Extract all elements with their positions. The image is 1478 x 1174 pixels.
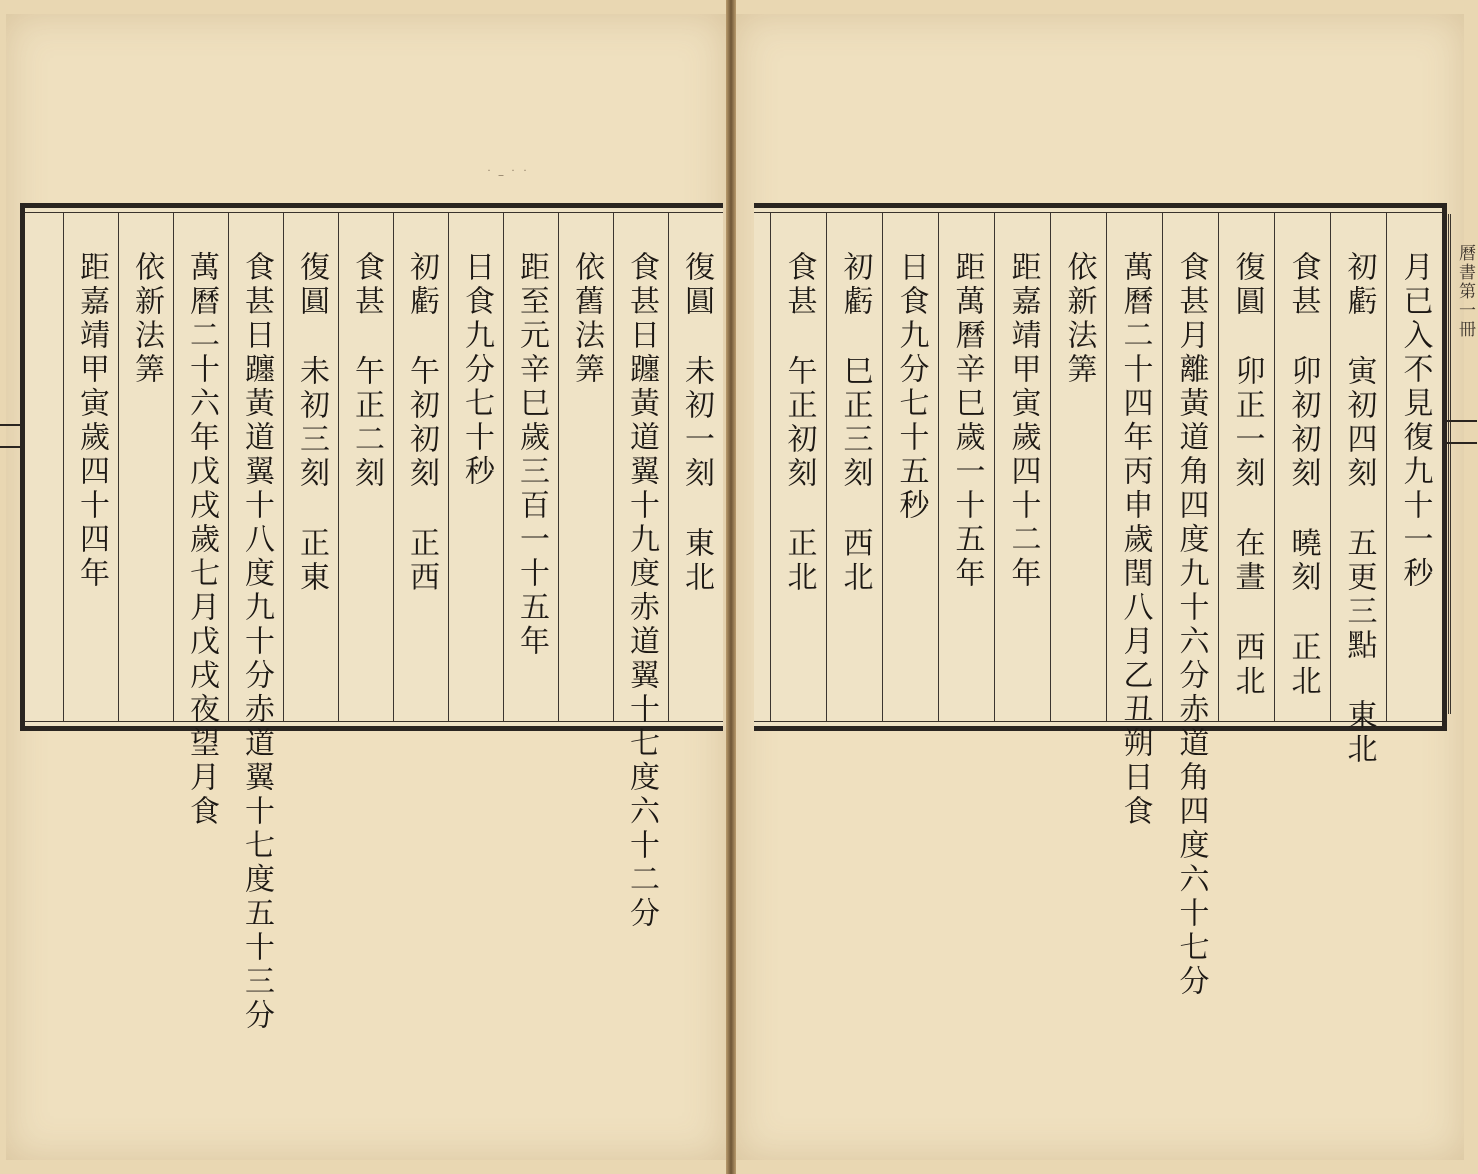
column-segment: 依舊法筭: [569, 251, 604, 387]
column-segment: 依新法筭: [129, 251, 164, 387]
column-segment: 食甚: [349, 251, 384, 319]
column-segment: 復圓: [1229, 251, 1265, 319]
column-text: [1341, 251, 1377, 767]
column-text: [1173, 251, 1209, 999]
text-column: [1218, 213, 1274, 721]
column-segment: 正西: [404, 527, 439, 595]
text-column: [503, 213, 558, 721]
column-segment: 東北: [1341, 699, 1377, 767]
column-text: [459, 251, 494, 489]
column-segment: 西北: [1229, 631, 1265, 699]
column-text: [1397, 251, 1433, 591]
text-column: [938, 213, 994, 721]
column-segment: 復圓: [679, 251, 714, 319]
text-column: [558, 213, 613, 721]
stray-mark: ˙–˙˙: [486, 168, 534, 182]
column-text: [1285, 251, 1321, 699]
column-text: [184, 251, 219, 829]
column-segment: 巳正三刻: [837, 355, 873, 491]
column-segment: 距至元辛巳歲三百一十五年: [514, 251, 549, 659]
column-text: [349, 251, 384, 491]
column-segment: 五更三點: [1341, 527, 1377, 663]
column-segment: 食甚日躔黃道翼十九度赤道翼十七度六十二分: [624, 251, 659, 931]
column-segment: 食甚: [1285, 251, 1321, 319]
column-segment: 距嘉靖甲寅歲四十四年: [74, 251, 109, 591]
column-text: [514, 251, 549, 659]
column-segment: 萬曆二十四年丙申歲閏八月乙丑朔日食: [1117, 251, 1153, 829]
column-text: [1005, 251, 1041, 591]
text-column: [668, 213, 723, 721]
text-column: [1050, 213, 1106, 721]
text-column: [118, 213, 173, 721]
column-text: [569, 251, 604, 387]
text-column: [1330, 213, 1386, 767]
text-column: [1274, 213, 1330, 721]
column-segment: 西北: [837, 527, 873, 595]
column-segment: 未初一刻: [679, 355, 714, 491]
column-text: [74, 251, 109, 591]
text-column: [63, 213, 118, 721]
column-segment: 日食九分七十五秒: [893, 251, 929, 523]
text-column: [338, 213, 393, 721]
column-text: [239, 251, 274, 1033]
column-segment: 東北: [679, 527, 714, 595]
right-text-frame: [754, 203, 1447, 999]
text-column: [770, 213, 826, 721]
column-segment: 午初初刻: [404, 355, 439, 491]
text-column: [994, 213, 1050, 721]
column-segment: 寅初四刻: [1341, 355, 1377, 491]
column-segment: 食甚日躔黃道翼十八度九十分赤道翼十七度五十三分: [239, 251, 274, 1033]
column-segment: 午正初刻: [781, 355, 817, 491]
text-column: [173, 213, 228, 829]
fish-tail-mark: [1447, 420, 1477, 444]
column-segment: 正北: [1285, 631, 1321, 699]
column-segment: 曉刻: [1285, 527, 1321, 595]
column-segment: 正北: [781, 527, 817, 595]
column-segment: 午正二刻: [349, 355, 384, 491]
margin-title: 曆書第一冊: [1455, 244, 1475, 339]
right-margin-strip: [1448, 214, 1475, 714]
column-segment: 卯正一刻: [1229, 355, 1265, 491]
column-segment: 依新法筭: [1061, 251, 1097, 387]
column-segment: 距萬曆辛巳歲一十五年: [949, 251, 985, 591]
text-column: [1386, 213, 1442, 721]
text-column: [1162, 213, 1218, 999]
column-segment: 復圓: [294, 251, 329, 319]
text-column: [283, 213, 338, 721]
column-segment: 日食九分七十秒: [459, 251, 494, 489]
column-segment: 卯初初刻: [1285, 355, 1321, 491]
text-column: [1106, 213, 1162, 829]
column-text: [1061, 251, 1097, 387]
column-text: [294, 251, 329, 595]
text-column: [882, 213, 938, 721]
column-segment: 食甚月離黃道角四度九十六分赤道角四度六十七分: [1173, 251, 1209, 999]
text-column: [228, 213, 283, 1033]
column-segment: 初虧: [1341, 251, 1377, 319]
column-text: [679, 251, 714, 595]
column-text: [893, 251, 929, 523]
column-segment: 月已入不見復九十一秒: [1397, 251, 1433, 591]
text-column: [826, 213, 882, 721]
column-segment: 在晝: [1229, 527, 1265, 595]
column-segment: 正東: [294, 527, 329, 595]
book-gutter: [726, 0, 736, 1174]
column-text: [949, 251, 985, 591]
text-column: [448, 213, 503, 721]
text-column: [613, 213, 668, 931]
column-text: [404, 251, 439, 595]
column-segment: 初虧: [404, 251, 439, 319]
column-text: [1117, 251, 1153, 829]
column-text: [837, 251, 873, 595]
text-column: [393, 213, 448, 721]
column-text: [1229, 251, 1265, 699]
column-segment: 初虧: [837, 251, 873, 319]
column-segment: 距嘉靖甲寅歲四十二年: [1005, 251, 1041, 591]
column-text: [129, 251, 164, 387]
column-text: [624, 251, 659, 931]
column-segment: 食甚: [781, 251, 817, 319]
left-text-frame: [20, 203, 723, 1033]
column-text: [781, 251, 817, 595]
column-segment: 未初三刻: [294, 355, 329, 491]
column-segment: 萬曆二十六年戊戌歲七月戊戌夜望月食: [184, 251, 219, 829]
